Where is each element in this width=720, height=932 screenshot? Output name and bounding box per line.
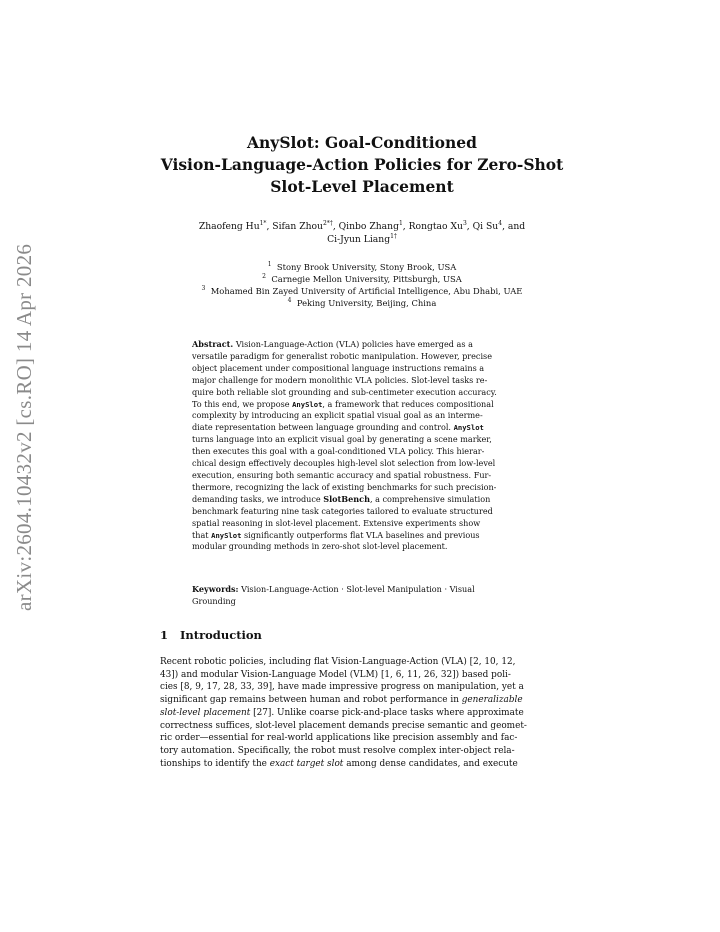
intro-emphasis: exact target slot — [269, 758, 344, 769]
affiliation-list — [160, 261, 564, 309]
abstract-line: modular grounding methods in zero-shot slot-level placement. — [192, 541, 448, 552]
anyslot-name: AnySlot — [453, 423, 484, 433]
intro-line: significant gap remains between human and robot performance in — [160, 695, 462, 706]
abstract — [192, 339, 532, 553]
abstract-line: execution, ensuring both semantic accuracy and spatial robustness. Fur- — [192, 469, 492, 480]
abstract-line: benchmark featuring nine task categories tailored to evaluate structured — [192, 505, 493, 516]
title-line: Vision-Language-Action Policies for Zero-Shot — [160, 155, 564, 174]
arxiv-identifier-stamp: arXiv:2604.10432v2 [cs.RO] 14 Apr 2026 — [12, 243, 36, 611]
abstract-line: , a framework that reduces compositional — [322, 398, 494, 409]
abstract-line: then executes this goal with a goal-conditioned VLA policy. This hierar- — [192, 446, 485, 457]
affiliation-text: Stony Brook University, Stony Brook, USA — [276, 262, 457, 272]
intro-line: ric order—essential for real-world applications like precision assembly and fac- — [160, 733, 518, 744]
abstract-line: versatile paradigm for generalist robotic manipulation. However, precise — [192, 350, 493, 361]
abstract-line: spatial reasoning in slot-level placement. Extensive experiments show — [192, 517, 481, 528]
affiliation-text: Carnegie Mellon University, Pittsburgh, USA — [271, 274, 462, 284]
title-line: Slot-Level Placement — [270, 177, 454, 196]
slotbench-name: SlotBench — [323, 493, 370, 504]
intro-line: tionships to identify the — [160, 758, 270, 769]
author-name: , Rongtao Xu — [402, 221, 463, 232]
keywords-text: Vision-Language-Action · Slot-level Manipulation · Visual — [241, 584, 475, 594]
author-name: , Sifan Zhou — [266, 221, 323, 232]
intro-line: Recent robotic policies, including flat Vision-Language-Action (VLA) [2, 10, 12, — [160, 657, 516, 667]
affiliation-text: Peking University, Beijing, China — [296, 298, 437, 308]
affiliation-mark: 1 — [267, 261, 272, 268]
paper-title — [160, 132, 564, 198]
author-name: Zhaofeng Hu — [198, 221, 260, 232]
affiliation-mark: 4 — [287, 297, 292, 304]
intro-line: correctness suffices, slot-level placement demands precise semantic and geomet- — [160, 720, 527, 731]
abstract-line: quire both reliable slot grounding and sub-centimeter execution accuracy. — [192, 386, 497, 397]
keywords-label: Keywords: — [192, 584, 239, 594]
abstract-line: complexity by introducing an explicit spatial visual goal as an interme- — [192, 410, 483, 421]
affiliation-item — [160, 273, 564, 285]
intro-line: [27]. Unlike coarse pick-and-place tasks where approximate — [250, 707, 524, 718]
author-name: , Qi Su — [466, 221, 499, 232]
author-affiliation-mark: 1 — [398, 220, 403, 227]
abstract-line: demanding tasks, we introduce — [192, 493, 324, 504]
author-separator: , and — [502, 221, 526, 232]
affiliation-mark: 2 — [262, 273, 266, 280]
section-title: Introduction — [180, 628, 262, 642]
abstract-line: Vision-Language-Action (VLA) policies have emerged as a — [235, 339, 473, 349]
introduction-body — [160, 656, 564, 770]
affiliation-text: Mohamed Bin Zayed University of Artificial Intelligence, Abu Dhabi, UAE — [210, 286, 523, 296]
title-line: AnySlot: Goal-Conditioned — [247, 133, 477, 152]
intro-line: cies [8, 9, 17, 28, 33, 39], have made impressive progress on manipulation, yet a — [160, 682, 524, 693]
author-affiliation-mark: 2*† — [322, 220, 333, 227]
intro-line: among dense candidates, and execute — [343, 758, 518, 769]
abstract-line: thermore, recognizing the lack of existing benchmarks for such precision- — [192, 481, 497, 492]
affiliation-item — [160, 285, 564, 297]
anyslot-name: AnySlot — [211, 530, 242, 540]
abstract-line: chical design effectively decouples high-level slot selection from low-level — [192, 458, 496, 469]
author-affiliation-mark: 1* — [259, 220, 267, 227]
abstract-line: , a comprehensive simulation — [369, 493, 491, 504]
abstract-line: turns language into an explicit visual goal by generating a scene marker, — [192, 434, 492, 445]
author-affiliation-mark: 3 — [462, 220, 467, 227]
affiliation-item — [160, 261, 564, 273]
author-name: Ci-Jyun Liang — [327, 234, 391, 245]
keywords — [192, 584, 532, 608]
intro-line: tory automation. Specifically, the robot must resolve complex inter-object rela- — [160, 745, 515, 756]
affiliation-mark: 3 — [201, 285, 206, 292]
section-number: 1 — [160, 628, 169, 642]
abstract-line: major challenge for modern monolithic VLA policies. Slot-level tasks re- — [192, 374, 488, 385]
intro-emphasis: slot-level placement — [160, 707, 251, 718]
author-name: , Qinbo Zhang — [332, 221, 399, 232]
abstract-line: significantly outperforms flat VLA baselines and previous — [241, 529, 480, 540]
intro-line: 43]) and modular Vision-Language Model (VLM) [1, 6, 11, 26, 32]) based poli- — [160, 669, 511, 680]
author-affiliation-mark: 4 — [498, 220, 503, 227]
keywords-text: Grounding — [192, 595, 236, 606]
abstract-line: object placement under compositional language instructions remains a — [192, 362, 485, 373]
author-affiliation-mark: 1† — [390, 233, 397, 240]
author-list — [160, 220, 564, 246]
section-heading — [160, 628, 262, 642]
intro-emphasis: generalizable — [461, 695, 523, 706]
abstract-label: Abstract. — [192, 339, 234, 349]
abstract-line: diate representation between language grounding and control. — [192, 422, 454, 433]
abstract-line: that — [192, 529, 212, 540]
affiliation-item — [160, 297, 564, 309]
abstract-line: To this end, we propose — [192, 398, 293, 409]
anyslot-name: AnySlot — [292, 399, 323, 409]
